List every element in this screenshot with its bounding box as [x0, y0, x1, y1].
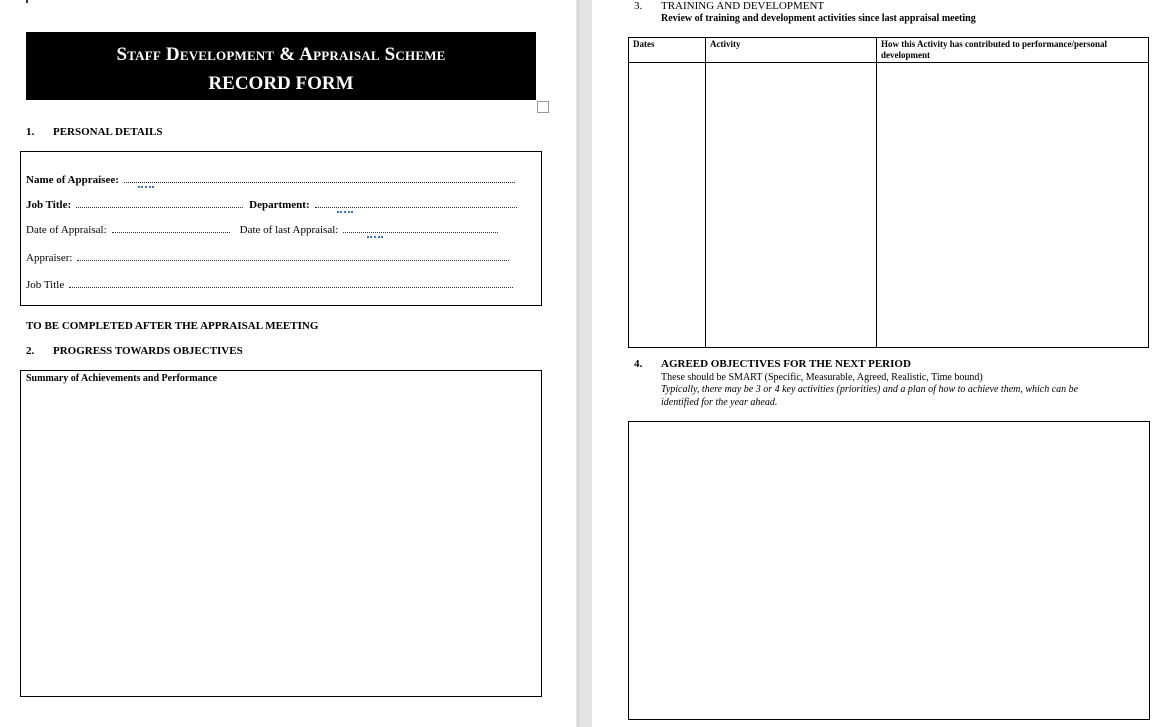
activity-cell[interactable]: [706, 63, 877, 348]
section-2-title: PROGRESS TOWARDS OBJECTIVES: [53, 345, 243, 357]
appraisee-field[interactable]: [124, 172, 515, 183]
column-header-dates: Dates: [629, 38, 706, 63]
section-3-number: 3.: [634, 0, 643, 12]
appraiser-job-title-label: Job Title: [26, 279, 65, 291]
after-meeting-note: TO BE COMPLETED AFTER THE APPRAISAL MEETING: [26, 320, 319, 332]
objectives-box[interactable]: [628, 421, 1150, 720]
section-2-heading: [26, 345, 243, 357]
object-anchor-handle[interactable]: [537, 101, 549, 113]
appraiser-job-title-row: [26, 277, 513, 291]
page-gutter: [576, 0, 592, 727]
appraiser-field[interactable]: [77, 250, 509, 261]
job-title-field[interactable]: [76, 197, 243, 208]
section-3-subheading: Review of training and development activities since last appraisal meeting: [661, 13, 976, 24]
text-cursor: [26, 0, 28, 3]
job-department-row: [26, 197, 517, 211]
section-1-number: 1.: [26, 126, 35, 138]
section-4-number: 4.: [634, 358, 643, 370]
document-page-right: [592, 0, 1167, 727]
form-title: Staff Development & Appraisal Scheme: [116, 44, 446, 65]
section-3-title: TRAINING AND DEVELOPMENT: [661, 0, 825, 12]
appraisee-label: Name of Appraisee:: [26, 174, 119, 186]
section-2-number: 2.: [26, 345, 35, 357]
section-4-title: AGREED OBJECTIVES FOR THE NEXT PERIOD: [661, 358, 911, 370]
form-title-banner: [26, 32, 536, 100]
objectives-guidance-line1: Typically, there may be 3 or 4 key activities (priorities) and a plan of how to achieve them, which can be: [661, 384, 1079, 395]
date-of-appraisal-field[interactable]: [112, 222, 230, 233]
section-1-heading: [26, 126, 163, 138]
section-1-title: PERSONAL DETAILS: [53, 126, 163, 138]
form-subtitle: RECORD FORM: [208, 73, 354, 94]
section-3-heading: [634, 0, 824, 12]
achievements-box[interactable]: [20, 370, 542, 697]
column-header-activity: Activity: [706, 38, 877, 63]
dates-cell[interactable]: [629, 63, 706, 348]
training-table-header: [629, 38, 1149, 63]
appraiser-label: Appraiser:: [26, 252, 73, 264]
department-field[interactable]: [315, 197, 517, 208]
job-title-label: Job Title:: [26, 199, 72, 211]
section-4-heading: [634, 358, 911, 370]
department-label: Department:: [249, 199, 310, 211]
column-header-contribution: How this Activity has contributed to performance/personal development: [877, 38, 1149, 63]
table-row: [629, 63, 1149, 348]
date-of-appraisal-label: Date of Appraisal:: [26, 224, 107, 236]
date-last-appraisal-label: Date of last Appraisal:: [239, 224, 339, 236]
appraisee-row: [26, 172, 515, 186]
contribution-cell[interactable]: [877, 63, 1149, 348]
appraiser-row: [26, 250, 509, 264]
objectives-guidance-line2: identified for the year ahead.: [661, 397, 778, 408]
smart-guidance: These should be SMART (Specific, Measurable, Agreed, Realistic, Time bound): [661, 372, 983, 383]
appraiser-job-title-field[interactable]: [69, 277, 513, 288]
date-last-appraisal-field[interactable]: [343, 222, 498, 233]
appraisal-dates-row: [26, 222, 498, 236]
training-table: [628, 37, 1149, 348]
personal-details-box: [20, 151, 542, 306]
document-page-left: [0, 0, 576, 727]
achievements-label: Summary of Achievements and Performance: [26, 373, 218, 384]
